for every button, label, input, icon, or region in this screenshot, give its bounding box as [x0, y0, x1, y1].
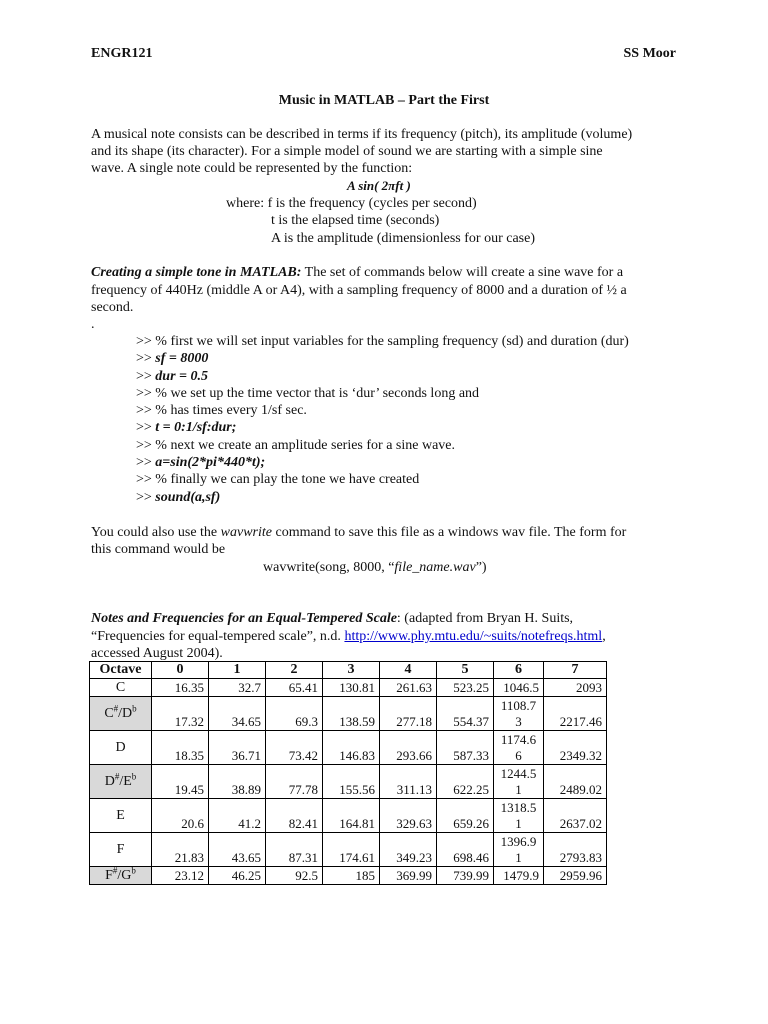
frequency-cell: 174.61 [323, 833, 380, 867]
stray-dot: . [91, 317, 95, 332]
table-header-cell: 0 [152, 662, 209, 679]
where-line-2: t is the elapsed time (seconds) [271, 213, 440, 228]
note-name-cell: $F^{\#}/G^b$ [90, 867, 152, 885]
table-header-cell: Octave [90, 662, 152, 679]
frequency-cell: 277.18 [380, 697, 437, 731]
frequency-cell: 2217.46 [544, 697, 607, 731]
code-line: >> dur = 0.5 [136, 369, 209, 384]
frequency-cell: 739.99 [437, 867, 494, 885]
code-line: >> % first we will set input variables for the sampling frequency (sd) and duration (dur) [136, 334, 629, 349]
code-line: >> t = 0:1/sf:dur; [136, 420, 237, 435]
frequency-cell: 18.35 [152, 731, 209, 765]
frequency-cell: 21.83 [152, 833, 209, 867]
frequency-cell: 130.81 [323, 679, 380, 697]
frequency-cell: 2093 [544, 679, 607, 697]
frequency-cell: 36.71 [209, 731, 266, 765]
sine-formula: A sin( 2πft ) [347, 178, 411, 193]
table-header-cell: 3 [323, 662, 380, 679]
frequency-cell: 146.83 [323, 731, 380, 765]
table-row [90, 679, 607, 697]
intro-line-3: wave. A single note could be represented by the function: [91, 161, 413, 176]
frequency-cell: 138.59 [323, 697, 380, 731]
table-header-cell: 1 [209, 662, 266, 679]
frequency-table [89, 661, 607, 885]
frequency-cell: 23.12 [152, 867, 209, 885]
frequency-cell: 19.45 [152, 765, 209, 799]
section2-line-1: Notes and Frequencies for an Equal-Tempered Scale: (adapted from Bryan H. Suits, [91, 611, 574, 626]
code-line: >> % finally we can play the tone we have created [136, 472, 420, 487]
frequency-cell: 2489.02 [544, 765, 607, 799]
table-header-cell: 2 [266, 662, 323, 679]
frequency-cell: 293.66 [380, 731, 437, 765]
note-name-cell: E [90, 799, 152, 833]
document-title: Music in MATLAB – Part the First [278, 93, 490, 108]
where-line-1: where: f is the frequency (cycles per second) [226, 196, 477, 211]
frequency-cell: 65.41 [266, 679, 323, 697]
note-name-cell: F [90, 833, 152, 867]
section2-line-2: “Frequencies for equal-tempered scale”, n.d. http://www.phy.mtu.edu/~suits/notefreqs.html, [91, 629, 606, 644]
frequency-cell: 2793.83 [544, 833, 607, 867]
table-row [90, 799, 607, 833]
wav-example: wavwrite(song, 8000, “file_name.wav”) [263, 560, 487, 575]
section1-line-1: Creating a simple tone in MATLAB: The set of commands below will create a sine wave for a [91, 265, 624, 280]
table-header-cell: 6 [494, 662, 544, 679]
note-name-cell: D [90, 731, 152, 765]
frequency-cell: 38.89 [209, 765, 266, 799]
reference-link[interactable]: http://www.phy.mtu.edu/~suits/notefreqs.html [344, 629, 603, 644]
frequency-cell: 20.6 [152, 799, 209, 833]
frequency-cell: 349.23 [380, 833, 437, 867]
table-row [90, 697, 607, 731]
frequency-cell: 2637.02 [544, 799, 607, 833]
section1-line-3: second. [91, 300, 134, 315]
frequency-cell: 1108.7 3 [494, 697, 544, 731]
frequency-cell: 43.65 [209, 833, 266, 867]
note-name-cell: $C^{\#}/D^b$ [90, 697, 152, 731]
note-name-cell: C [90, 679, 152, 697]
frequency-cell: 164.81 [323, 799, 380, 833]
frequency-cell: 34.65 [209, 697, 266, 731]
table-row [90, 867, 607, 885]
frequency-cell: 311.13 [380, 765, 437, 799]
frequency-cell: 622.25 [437, 765, 494, 799]
frequency-cell: 87.31 [266, 833, 323, 867]
where-line-3: A is the amplitude (dimensionless for our case) [271, 231, 535, 246]
wav-line-2: this command would be [91, 542, 226, 557]
wav-line-1: You could also use the wavwrite command to save this file as a windows wav file. The form for [91, 525, 627, 540]
frequency-cell: 92.5 [266, 867, 323, 885]
frequency-cell: 1396.9 1 [494, 833, 544, 867]
wavwrite-command: wavwrite [220, 525, 272, 540]
code-line: >> % has times every 1/sf sec. [136, 403, 307, 418]
frequency-cell: 17.32 [152, 697, 209, 731]
table-row [90, 731, 607, 765]
section2-heading: Notes and Frequencies for an Equal-Tempered Scale [91, 611, 397, 626]
code-line: >> % next we create an amplitude series for a sine wave. [136, 438, 455, 453]
frequency-cell: 77.78 [266, 765, 323, 799]
frequency-cell: 1479.9 [494, 867, 544, 885]
frequency-cell: 329.63 [380, 799, 437, 833]
frequency-cell: 1244.5 1 [494, 765, 544, 799]
frequency-cell: 261.63 [380, 679, 437, 697]
frequency-cell: 1318.5 1 [494, 799, 544, 833]
code-line: >> % we set up the time vector that is ‘dur’ seconds long and [136, 386, 480, 401]
frequency-cell: 69.3 [266, 697, 323, 731]
frequency-cell: 1046.5 [494, 679, 544, 697]
frequency-cell: 16.35 [152, 679, 209, 697]
intro-line-2: and its shape (its character). For a simple model of sound we are starting with a simple sine [91, 144, 603, 159]
author-name: SS Moor [623, 46, 676, 61]
frequency-cell: 155.56 [323, 765, 380, 799]
frequency-cell: 554.37 [437, 697, 494, 731]
table-header-cell: 4 [380, 662, 437, 679]
table-row [90, 833, 607, 867]
frequency-cell: 1174.6 6 [494, 731, 544, 765]
frequency-cell: 73.42 [266, 731, 323, 765]
section1-heading: Creating a simple tone in MATLAB: [91, 265, 302, 280]
table-header-row [90, 662, 607, 679]
table-header-cell: 5 [437, 662, 494, 679]
section2-line-3: accessed August 2004). [91, 646, 223, 661]
frequency-cell: 46.25 [209, 867, 266, 885]
frequency-cell: 185 [323, 867, 380, 885]
frequency-cell: 659.26 [437, 799, 494, 833]
code-line: >> a=sin(2*pi*440*t); [136, 455, 266, 470]
intro-line-1: A musical note consists can be described in terms if its frequency (pitch), its amplitude (volume) [91, 127, 633, 142]
section1-line-2: frequency of 440Hz (middle A or A4), with a sampling frequency of 8000 and a duration of ½ a [91, 283, 627, 298]
frequency-cell: 369.99 [380, 867, 437, 885]
frequency-cell: 41.2 [209, 799, 266, 833]
frequency-cell: 523.25 [437, 679, 494, 697]
frequency-cell: 32.7 [209, 679, 266, 697]
frequency-cell: 82.41 [266, 799, 323, 833]
code-line: >> sf = 8000 [136, 351, 209, 366]
table-row [90, 765, 607, 799]
frequency-cell: 2349.32 [544, 731, 607, 765]
course-code: ENGR121 [91, 46, 153, 61]
code-line: >> sound(a,sf) [136, 490, 221, 505]
frequency-cell: 698.46 [437, 833, 494, 867]
frequency-cell: 587.33 [437, 731, 494, 765]
table-header-cell: 7 [544, 662, 607, 679]
note-name-cell: $D^{\#}/E^b$ [90, 765, 152, 799]
frequency-cell: 2959.96 [544, 867, 607, 885]
